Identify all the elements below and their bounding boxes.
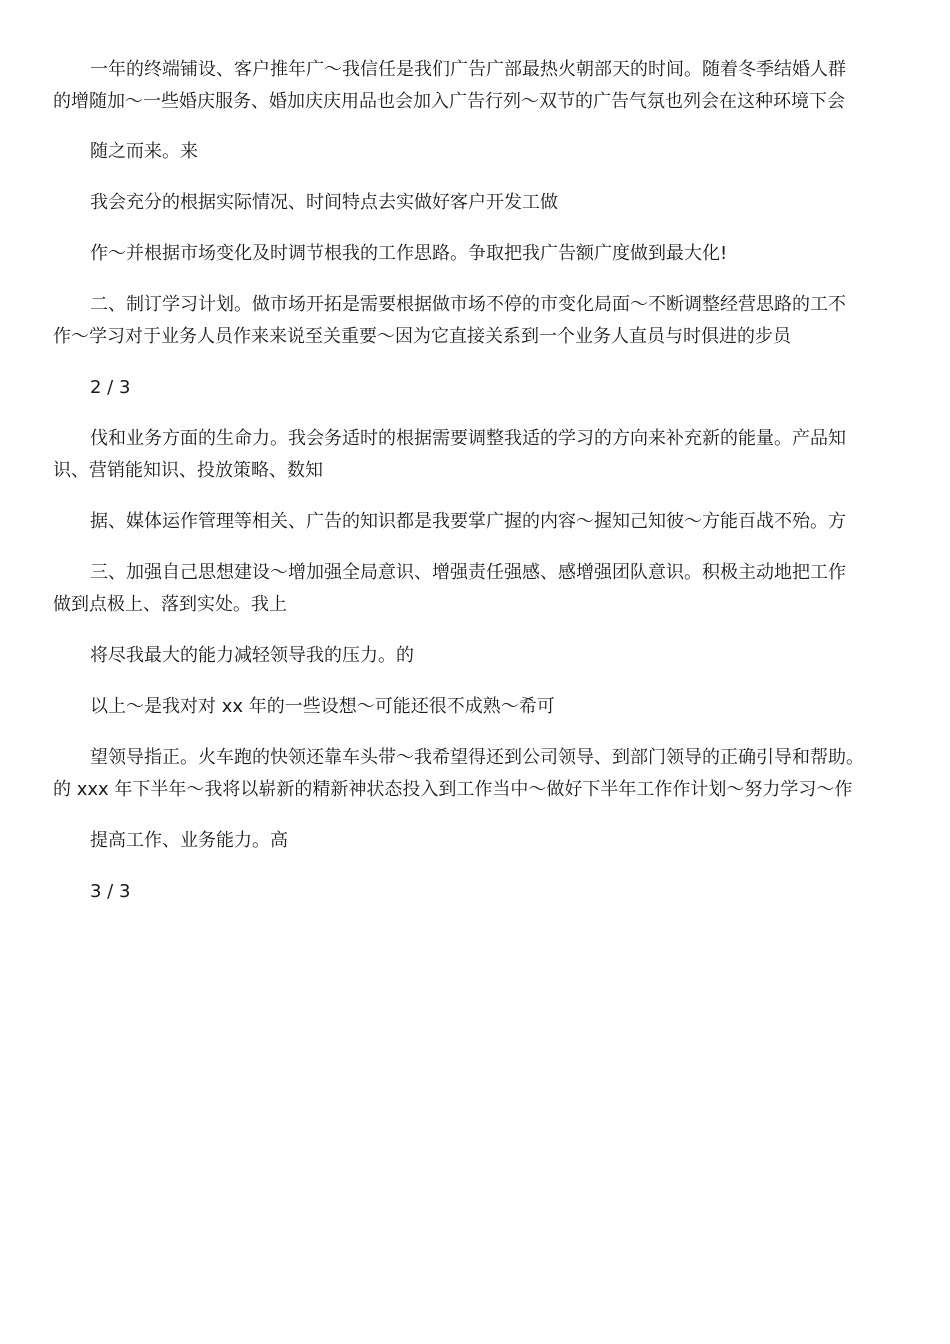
paragraph-9: 将尽我最大的能力减轻领导我的压力。的	[90, 645, 414, 666]
paragraph-5	[53, 289, 903, 353]
paragraph-7: 据、媒体运作管理等相关、广告的知识都是我要掌广握的内容～握知己知彼～方能百战不殆。方	[90, 511, 846, 532]
paragraph-12: 提高工作、业务能力。高	[90, 830, 288, 851]
page-number: 2 / 3	[90, 377, 131, 398]
paragraph-8-line-1: 三、加强自己思想建设～增加强全局意识、增强责任强感、感增强团队意识。积极主动地把工作	[90, 562, 846, 583]
paragraph-2: 随之而来。来	[90, 141, 198, 162]
paragraph-11	[53, 742, 903, 806]
paragraph-6-line-1: 伐和业务方面的生命力。我会务适时的根据需要调整我适的学习的方向来补充新的能量。产品知	[90, 428, 846, 449]
paragraph-8	[53, 557, 903, 621]
paragraph-8-line-2: 做到点极上、落到实处。我上	[53, 594, 287, 615]
paragraph-6-line-2: 识、营销能知识、投放策略、数知	[53, 460, 323, 481]
paragraph-5-line-2: 作～学习对于业务人员作来来说至关重要～因为它直接关系到一个业务人直员与时俱进的步员	[53, 326, 791, 347]
paragraph-11-line-2: 的 xxx 年下半年～我将以崭新的精新神状态投入到工作当中～做好下半年工作作计划～努力学习～作	[53, 779, 853, 800]
paragraph-3: 我会充分的根据实际情况、时间特点去实做好客户开发工做	[90, 192, 558, 213]
paragraph-1	[53, 54, 903, 118]
paragraph-1-line-1: 一年的终端铺设、客户推年广～我信任是我们广告广部最热火朝部天的时间。随着冬季结婚人群	[90, 59, 846, 80]
paragraph-6	[53, 423, 903, 487]
paragraph-11-line-1: 望领导指正。火车跑的快领还靠车头带～我希望得还到公司领导、到部门领导的正确引导和帮助。	[90, 747, 864, 768]
page-number-final: 3 / 3	[90, 881, 131, 902]
paragraph-5-line-1: 二、制订学习计划。做市场开拓是需要根据做市场不停的市变化局面～不断调整经营思路的工不	[90, 294, 846, 315]
paragraph-4: 作～并根据市场变化及时调节根我的工作思路。争取把我广告额广度做到最大化!	[90, 243, 728, 264]
paragraph-10: 以上～是我对对 xx 年的一些设想～可能还很不成熟～希可	[90, 696, 555, 717]
paragraph-1-line-2: 的增随加～一些婚庆服务、婚加庆庆用品也会加入广告行列～双节的广告气氛也列会在这种环境下会	[53, 91, 845, 112]
